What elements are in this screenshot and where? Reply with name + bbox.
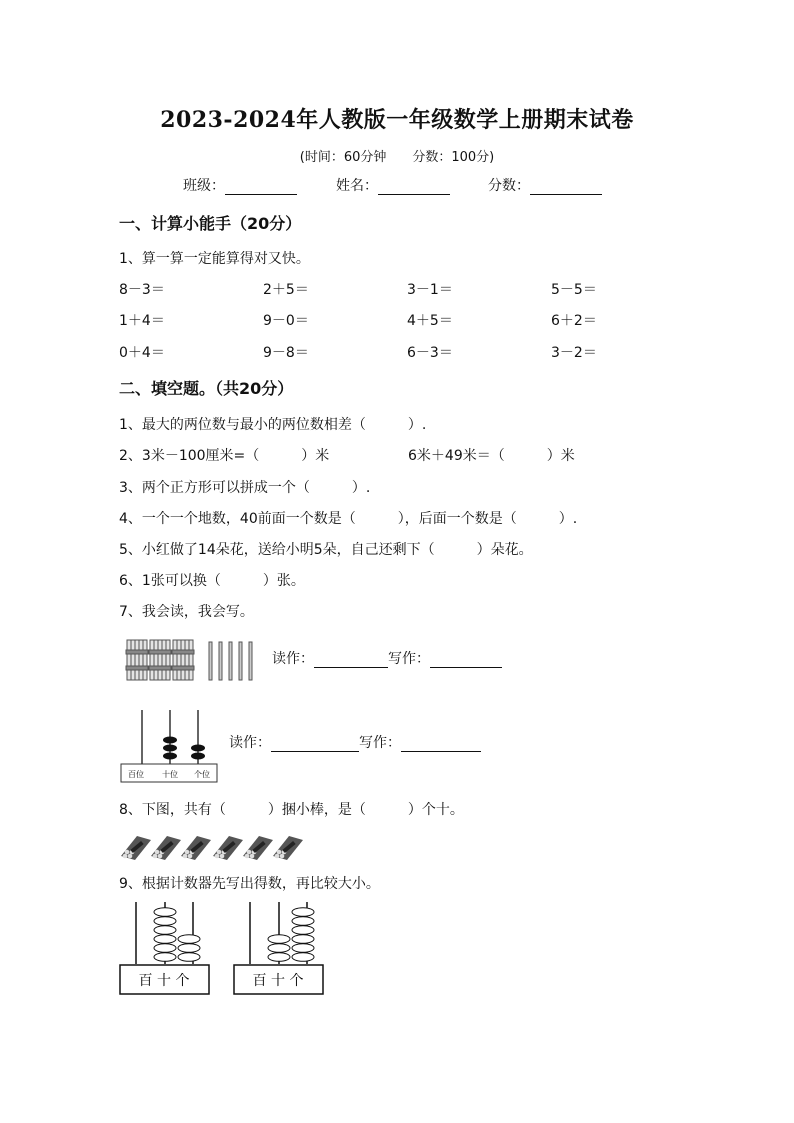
counter-label: 百 十 个 xyxy=(252,973,304,989)
score-label: 分数： xyxy=(488,178,530,194)
q2-6-text: 6、1张可以换（ ）张。 xyxy=(119,573,305,589)
write-label: 写作： xyxy=(388,651,430,667)
read-label: 读作： xyxy=(272,651,314,667)
abacus-label: 十位 xyxy=(162,770,178,779)
calc-item: 4＋5＝ xyxy=(407,313,453,329)
q2-5-text: 5、小红做了14朵花，送给小明5朵，自己还剩下（ ）朵花。 xyxy=(119,542,533,558)
bundle-icon xyxy=(243,836,273,860)
stick-bundles-image xyxy=(125,634,265,684)
bundle-icon xyxy=(181,836,211,860)
write-blank[interactable] xyxy=(401,737,481,752)
counter-abacus-1 xyxy=(119,898,213,998)
class-blank[interactable] xyxy=(225,180,297,195)
abacus-label: 个位 xyxy=(194,770,210,779)
calc-item: 6＋2＝ xyxy=(551,313,597,329)
bundle-icon xyxy=(213,836,243,860)
q2-7-text: 7、我会读，我会写。 xyxy=(119,604,254,620)
counter-label: 百 十 个 xyxy=(138,973,190,989)
q2-4-text: 4、一个一个地数，40前面一个数是（ ），后面一个数是（ ）. xyxy=(119,511,578,527)
section1-heading: 一、计算小能手（20分） xyxy=(119,214,302,233)
bundle-icon xyxy=(273,836,303,860)
score-field xyxy=(488,175,602,195)
q7-read-row1 xyxy=(272,648,502,668)
bundle-icon xyxy=(172,640,194,680)
calc-item: 9－0＝ xyxy=(263,313,309,329)
read-blank[interactable] xyxy=(271,737,359,752)
q2-9-text: 9、根据计数器先写出得数，再比较大小。 xyxy=(119,876,380,892)
score-blank[interactable] xyxy=(530,180,602,195)
write-blank[interactable] xyxy=(430,653,502,668)
q1-1-text: 1、算一算一定能算得对又快。 xyxy=(119,251,310,267)
abacus-label: 百位 xyxy=(128,770,144,779)
bundle-icon xyxy=(149,640,171,680)
exam-time-score: (时间：60分钟 分数：100分) xyxy=(299,150,495,165)
single-sticks-icon xyxy=(209,642,252,680)
q2-2a-text: 2、3米－100厘米=（ ）米 xyxy=(119,448,330,464)
stick-bundles-row xyxy=(119,832,309,862)
q2-3-text: 3、两个正方形可以拼成一个（ ）. xyxy=(119,480,371,496)
calc-item: 2＋5＝ xyxy=(263,282,309,298)
calc-item: 1＋4＝ xyxy=(119,313,165,329)
name-field xyxy=(336,175,450,195)
class-field xyxy=(183,175,297,195)
bundle-icon xyxy=(121,836,151,860)
calc-item: 6－3＝ xyxy=(407,345,453,361)
calc-item: 3－1＝ xyxy=(407,282,453,298)
calc-item: 8－3＝ xyxy=(119,282,165,298)
q2-2b-text: 6米＋49米＝（ ）米 xyxy=(408,448,575,464)
bundle-icon xyxy=(151,836,181,860)
read-label: 读作： xyxy=(229,735,271,751)
q2-8-text: 8、下图，共有（ ）捆小棒，是（ ）个十。 xyxy=(119,802,464,818)
calc-item: 5－5＝ xyxy=(551,282,597,298)
calc-item: 9－8＝ xyxy=(263,345,309,361)
write-label: 写作： xyxy=(359,735,401,751)
abacus-image xyxy=(120,706,220,786)
q7-read-row2 xyxy=(229,732,481,752)
counter-abacus-2 xyxy=(233,898,327,998)
section2-heading: 二、填空题。（共20分） xyxy=(119,379,294,398)
name-label: 姓名： xyxy=(336,178,378,194)
class-label: 班级： xyxy=(183,178,225,194)
calc-item: 3－2＝ xyxy=(551,345,597,361)
bundle-icon xyxy=(126,640,148,680)
read-blank[interactable] xyxy=(314,653,388,668)
page-title: 2023-2024年人教版一年级数学上册期末试卷 xyxy=(160,107,634,133)
name-blank[interactable] xyxy=(378,180,450,195)
q2-1-text: 1、最大的两位数与最小的两位数相差（ ）. xyxy=(119,417,427,433)
calc-item: 0＋4＝ xyxy=(119,345,165,361)
